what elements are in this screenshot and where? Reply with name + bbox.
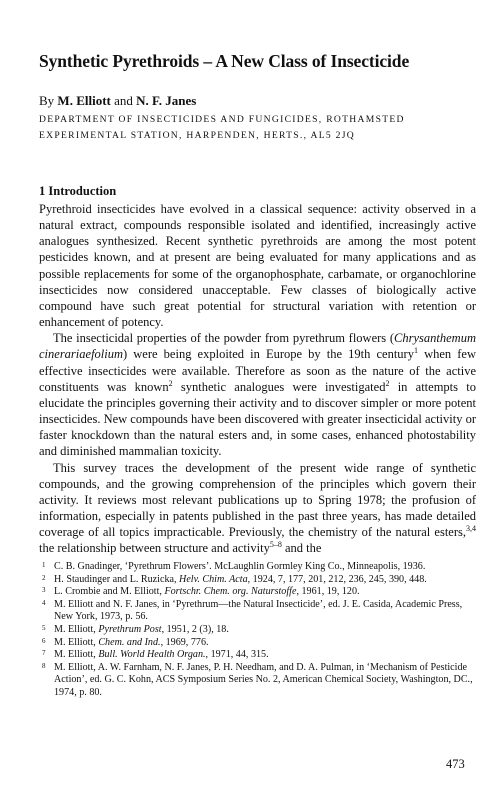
footnote-text: , 1951, 2 (3), 18. (161, 623, 229, 635)
footnote-number: 6 (42, 636, 46, 645)
footnote-journal: Fortschr. Chem. org. Naturstoffe (164, 586, 297, 598)
footnote-text: M. Elliott, (54, 636, 99, 648)
citation-ref: 1 (413, 346, 418, 356)
footnote (39, 586, 476, 599)
footnote-text: M. Elliott, A. W. Farnham, N. F. Janes, P. H. Needham, and D. A. Pulman, in ‘Mechanism of Pesticide Action’, ed. G. C. Kohn, ACS Symposium Series No. 2, American Chemical Society, Washington, DC., 1974, p. 80. (54, 661, 473, 698)
footnote-number: 4 (42, 598, 46, 607)
footnote (39, 624, 476, 637)
footnote (39, 561, 476, 574)
footnote-number: 3 (42, 586, 46, 595)
footnote-text: M. Elliott, (54, 649, 99, 661)
footnote-text: L. Crombie and M. Elliott, (54, 586, 165, 598)
footnote-journal: Chem. and Ind. (98, 636, 161, 648)
species-name: Chrysanthemum cinerariaefolium (39, 331, 476, 362)
section-heading: 1 Introduction (39, 184, 117, 198)
page-number: 473 (446, 757, 465, 771)
paragraph-3: This survey traces the development of the present wide range of synthetic compounds, and the growing comprehension of the principles which govern their activity. It reviews most relevant publications up to Spring 1978; the profusion of information, especially in patents published in the past three years, has made detailed coverage of all topics impracticable. Previously, the chemistry of the natural esters,$^{3,4}$ the relationship between structure and activity$^{5-8}$ and the (39, 460, 476, 556)
footnote-text: , 1971, 44, 315. (205, 649, 269, 661)
footnote-text: M. Elliott, (54, 623, 99, 635)
citation-ref: 2 (168, 378, 173, 388)
footnote (39, 599, 476, 624)
footnote (39, 662, 476, 700)
affiliation (39, 112, 479, 144)
footnote-journal: Pyrethrum Post (98, 623, 162, 635)
affiliation-line-2: EXPERIMENTAL STATION, HARPENDEN, HERTS., AL5 2JQ (39, 130, 356, 141)
paragraph-1: Pyrethroid insecticides have evolved in a classical sequence: activity observed in a natural extract, compounds responsible isolated and identified, increasingly active analogues synthesized. Recent synthetic pyrethroids are among the most potent pesticides known, and at present are being evaluated for many applications and as possible replacements for some of the organophosphate, carbamate, or organochlorine insecticides now considered unacceptable. Few classes of biologically active compound have such great potential for structural variation with retention or enhancement of potency. (39, 202, 476, 330)
author-line (39, 93, 196, 109)
footnote-journal: Bull. World Health Organ. (98, 649, 206, 661)
footnote-text: C. B. Gnadinger, ‘Pyrethrum Flowers’. McLaughlin Gormley King Co., Minneapolis, 1936. (54, 561, 426, 572)
footnotes (39, 561, 476, 700)
citation-ref: 2 (385, 378, 390, 388)
article-title: Synthetic Pyrethroids – A New Class of Insecticide (39, 51, 410, 71)
footnote-number: 1 (42, 561, 46, 569)
author-2: N. F. Janes (136, 93, 197, 108)
footnote (39, 574, 476, 587)
paragraph-2: The insecticidal properties of the powder from pyrethrum flowers (Chrysanthemum cinerariaefolium) were being exploited in Europe by the 19th century$^1$ when few effective insecticides were available. Therefore as soon as the nature of the active constituents was known$^2$ synthetic analogues were investigated$^2$ in attempts to elucidate the principles governing their activity and to discover simpler or more potent insecticides. New compounds have been discovered with greater insecticidal activity or faster knockdown than the natural esters and, in some cases, enhanced photostability and diminished mammalian toxicity. (39, 331, 476, 459)
footnote-text: , 1969, 776. (160, 636, 209, 648)
author-1: M. Elliott (57, 93, 111, 108)
citation-ref: 5–8 (269, 540, 282, 550)
footnote-journal: Helv. Chim. Acta (179, 573, 248, 585)
citation-ref: 3,4 (466, 524, 476, 534)
footnote-number: 5 (42, 623, 46, 632)
footnote-text: M. Elliott and N. F. Janes, in ‘Pyrethrum—the Natural Insecticide’, ed. J. E. Casida, Academic Press, New York, 1973, p. 56. (54, 598, 463, 623)
body-text (39, 201, 476, 556)
footnote (39, 637, 476, 650)
footnote-text: , 1961, 19, 120. (296, 586, 360, 598)
footnote (39, 649, 476, 662)
author-by: By (39, 93, 55, 108)
footnote-text: , 1924, 7, 177, 201, 212, 236, 245, 390, 448. (247, 573, 427, 585)
author-and: and (114, 93, 133, 108)
affiliation-line-1: DEPARTMENT OF INSECTICIDES AND FUNGICIDES, ROTHAMSTED (39, 114, 405, 125)
footnote-number: 2 (42, 573, 46, 582)
footnote-number: 8 (42, 661, 46, 670)
footnote-text: H. Staudinger and L. Ruzicka, (54, 573, 180, 585)
footnote-number: 7 (42, 649, 46, 658)
